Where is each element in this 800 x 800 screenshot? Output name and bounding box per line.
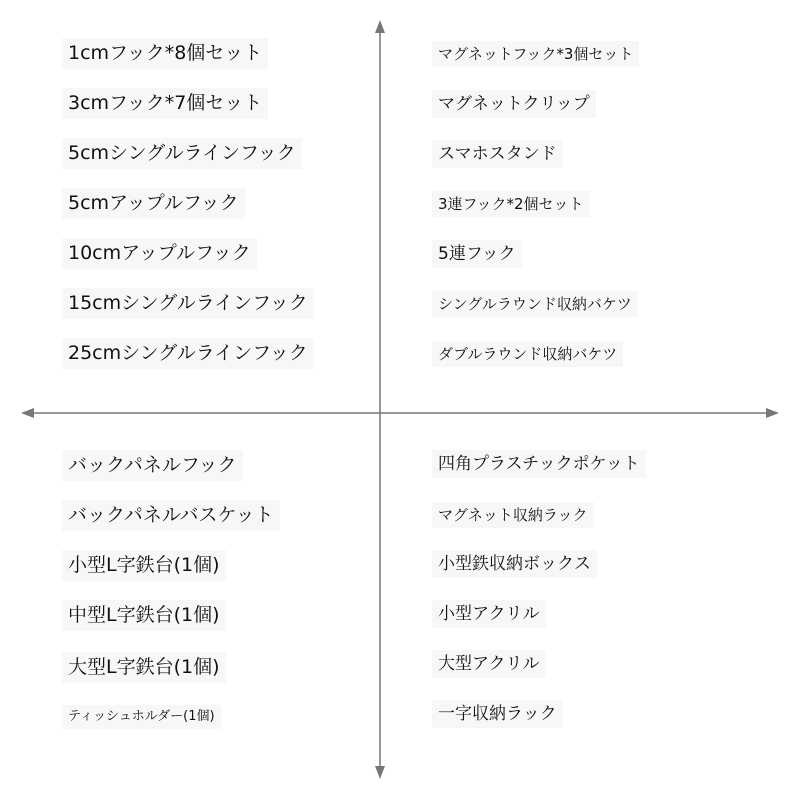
item-label: 小型鉄収納ボックス [432,550,597,578]
right-arrow-icon [766,408,779,418]
item-label: スマホスタンド [432,140,563,168]
item-label: 中型L字鉄台(1個) [62,600,226,631]
item-label: ティッシュホルダー(1個) [62,705,221,729]
item-label: 一字収納ラック [432,700,563,728]
item-label: バックパネルフック [62,450,243,481]
item-label: ダブルラウンド収納バケツ [432,341,623,367]
item-label: 大型アクリル [432,650,546,678]
item-label: 四角プラスチックポケット [432,450,646,478]
up-arrow-icon [375,20,385,33]
item-label: 大型L字鉄台(1個) [62,652,226,683]
item-label: 15cmシングルラインフック [62,288,314,319]
vertical-axis [375,20,385,779]
item-label: 小型アクリル [432,600,546,628]
item-label: 5連フック [432,240,522,268]
item-label: シングルラウンド収納バケツ [432,291,638,317]
left-arrow-icon [21,408,34,418]
item-label: 25cmシングルラインフック [62,338,314,369]
item-label: マグネットクリップ [432,90,596,118]
item-label: 小型L字鉄台(1個) [62,550,226,581]
item-label: 1cmフック*8個セット [62,38,268,69]
item-label: 5cmシングルラインフック [62,138,302,169]
down-arrow-icon [375,766,385,779]
item-label: 5cmアップルフック [62,188,245,219]
item-label: 10cmアップルフック [62,238,257,269]
horizontal-axis [21,408,779,418]
item-label: バックパネルバスケット [62,500,280,531]
item-label: マグネットフック*3個セット [432,41,639,67]
item-label: 3連フック*2個セット [432,191,590,217]
item-label: 3cmフック*7個セット [62,88,268,119]
item-label: マグネット収納ラック [432,502,594,528]
